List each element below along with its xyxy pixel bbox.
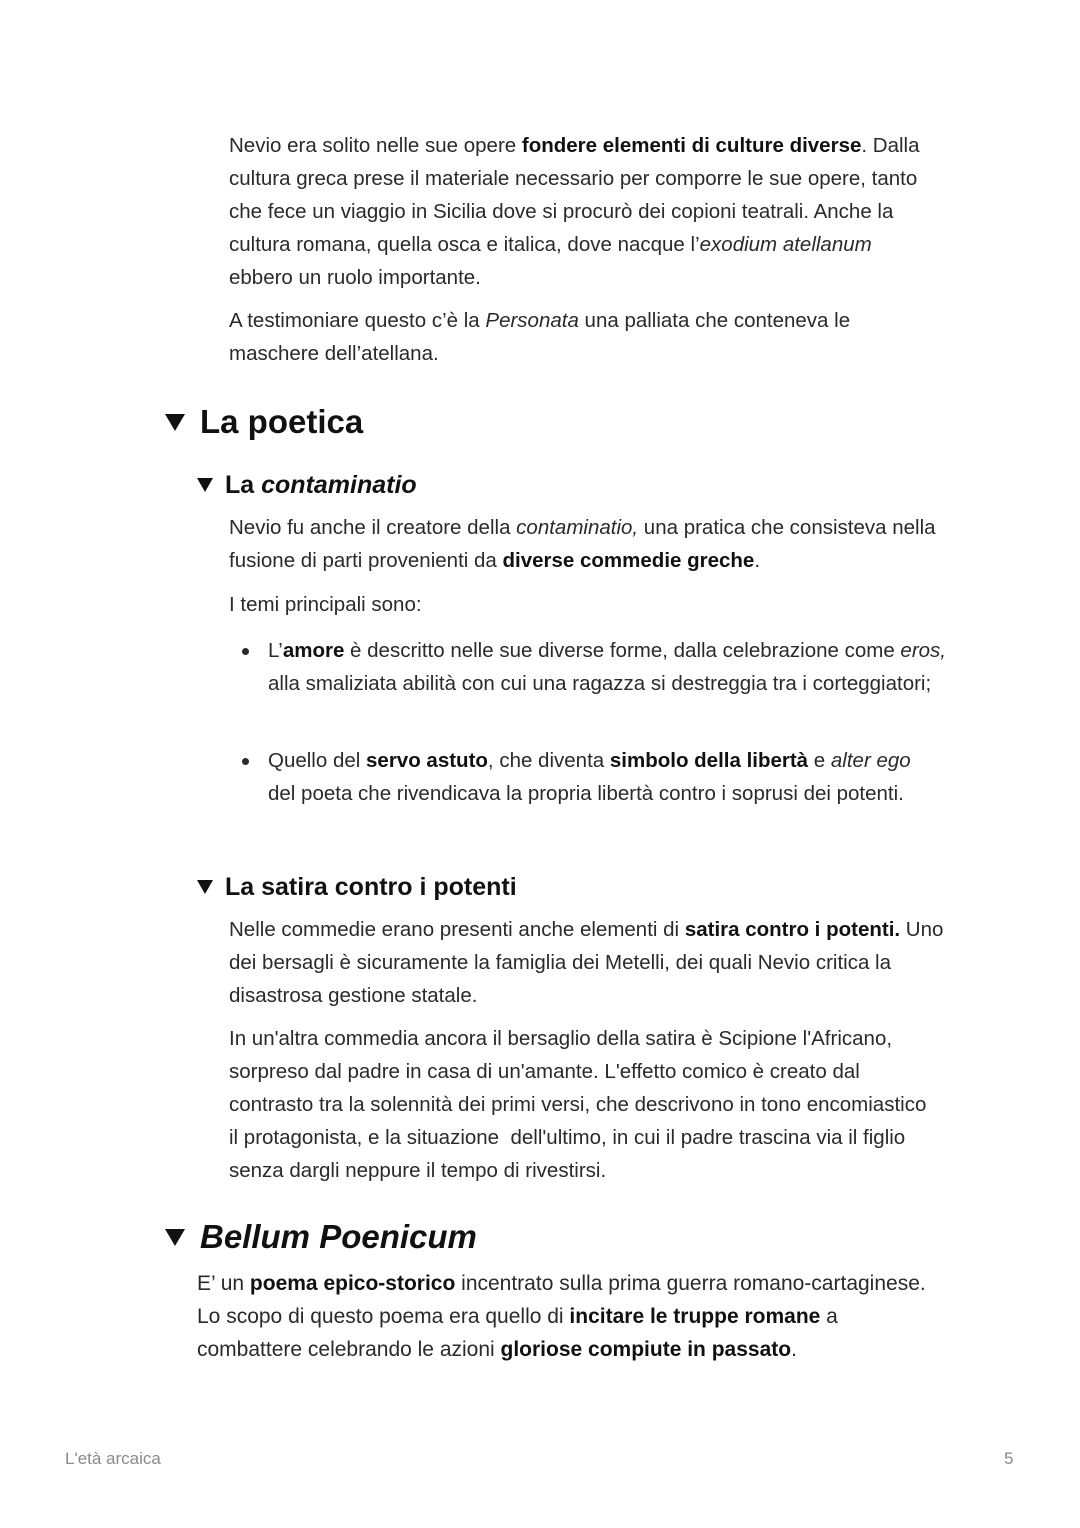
list-item: L’amore è descritto nelle sue diverse forme, dalla celebrazione come eros, alla smaliziata abilità con cui una ragazza si destreggia tra i corteggiatori;	[268, 639, 946, 695]
intro-paragraph-1: Nevio era solito nelle sue opere fondere elementi di culture diverse. Dalla cultura greca prese il materiale necessario per comporre le sue opere, tanto che fece un viaggio in Sicilia dove si procurò dei copioni teatrali. Anche la cultura romana, quella osca e italica, dove nacque l’exodium atellanum ebbero un ruolo importante.	[229, 134, 920, 289]
subheading-satira[interactable]: La satira contro i potenti	[197, 871, 517, 903]
section-heading-bellum-poenicum[interactable]: Bellum Poenicum	[165, 1217, 477, 1257]
list-item: Quello del servo astuto, che diventa simbolo della libertà e alter ego del poeta che rivendicava la propria libertà contro i soprusi dei potenti.	[268, 749, 911, 805]
contaminatio-paragraph-1: Nevio fu anche il creatore della contaminatio, una pratica che consisteva nella fusione di parti provenienti da diverse commedie greche.	[229, 516, 936, 572]
section-heading-poetica[interactable]: La poetica	[165, 402, 363, 442]
bullet-dot	[242, 648, 249, 655]
toggle-triangle-icon[interactable]	[197, 478, 213, 492]
satira-paragraph-2: In un'altra commedia ancora il bersaglio della satira è Scipione l'Africano, sorpreso dal padre in casa di un'amante. L'effetto comico è creato dal contrasto tra la solennità dei primi versi, che descrivono in tono encomiastico il protagonista, e la situazione dell'ultimo, in cui il padre trascina via il figlio senza dargli neppure il tempo di rivestirsi.	[229, 1027, 933, 1182]
subheading-contaminatio[interactable]: La contaminatio	[197, 469, 417, 501]
bellum-paragraph: E’ un poema epico-storico incentrato sulla prima guerra romano-cartaginese. Lo scopo di questo poema era quello di incitare le truppe romane a combattere celebrando le azioni gloriose compiute in passato.	[197, 1272, 926, 1361]
toggle-triangle-icon[interactable]	[197, 880, 213, 894]
intro-paragraph-2: A testimoniare questo c’è la Personata una palliata che conteneva le maschere dell’atellana.	[229, 309, 851, 365]
satira-paragraph-1: Nelle commedie erano presenti anche elementi di satira contro i potenti. Uno dei bersagli è sicuramente la famiglia dei Metelli, dei quali Nevio critica la disastrosa gestione statale.	[229, 918, 944, 1007]
toggle-triangle-icon[interactable]	[165, 414, 185, 431]
contaminatio-paragraph-2: I temi principali sono:	[229, 593, 422, 616]
footer-page-number: 5	[1004, 1449, 1014, 1468]
bullet-dot	[242, 758, 249, 765]
footer-document-title: L'età arcaica	[65, 1449, 161, 1468]
toggle-triangle-icon[interactable]	[165, 1229, 185, 1246]
